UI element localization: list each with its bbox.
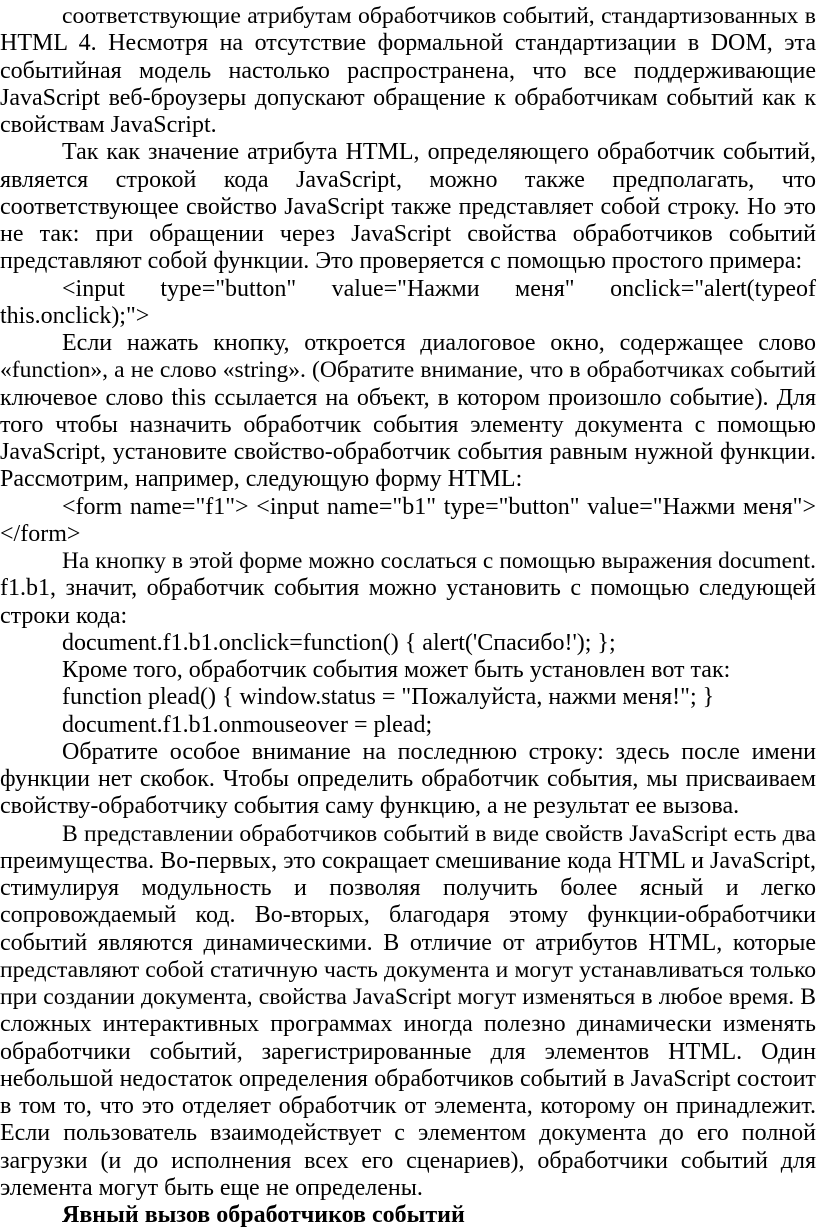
text-line: На кнопку в этой форме можно сослаться с помощью выражения document. — [62, 548, 816, 574]
text-line: стимулируя модульность и позволяя получить более ясный и легко — [0, 875, 816, 901]
section-heading: Явный вызов обработчиков событий — [62, 1202, 465, 1228]
text-line: Если нажать кнопку, откроется диалоговое окно, содержащее слово — [62, 330, 816, 356]
text-line: Кроме того, обработчик события может быть установлен вот так: — [62, 657, 731, 683]
code-line: document.f1.b1.onclick=function() { alert('Спасибо!'); }; — [62, 629, 616, 656]
code-line: function plead() { window.status = "Пожалуйста, нажми меня!"; } — [62, 684, 715, 711]
text-line: f1.b1, значит, обработчик события можно установить с помощью следующей — [0, 575, 816, 602]
text-line: при создании документа, свойства JavaScript могут изменяться в любое время. В — [0, 984, 816, 1010]
text-line: небольшой недостаток определения обработчиков событий в JavaScript состоит — [0, 1065, 816, 1092]
text-line: Так как значение атрибута HTML, определяющего обработчик событий, — [62, 139, 816, 166]
text-line: преимущества. Во-первых, это сокращает смешивание кода HTML и JavaScript, — [0, 847, 816, 874]
text-line: свойству-обработчику события саму функцию, а не результат ее вызова. — [0, 793, 740, 820]
text-line: является строкой кода JavaScript, можно также предполагать, что — [0, 166, 816, 193]
text-line: JavaScript веб-броузеры допускают обращение к обработчикам событий как к — [0, 84, 816, 111]
code-line: this.onclick);"> — [0, 302, 150, 329]
text-line: JavaScript, установите свойство-обработчик события равным нужной функции. — [0, 439, 816, 465]
text-line: свойствам JavaScript. — [0, 112, 217, 138]
text-line: Если пользователь взаимодействует с элементом документа до его полной — [0, 1120, 816, 1147]
text-line: соответствующие атрибутам обработчиков событий, стандартизованных в — [62, 3, 816, 29]
text-line: В представлении обработчиков событий в виде свойств JavaScript есть два — [62, 820, 816, 847]
text-line: событий являются динамическими. В отличие от атрибутов HTML, которые — [0, 929, 816, 956]
text-line: не так: при обращении через JavaScript свойства обработчиков событий — [0, 221, 816, 247]
text-line: того чтобы назначить обработчик события элементу документа с помощью — [0, 411, 816, 438]
text-line: Рассмотрим, например, следующую форму HTML: — [0, 466, 523, 493]
text-line: HTML 4. Несмотря на отсутствие формальной стандартизации в DOM, эта — [0, 30, 816, 57]
text-line: обработчики событий, зарегистрированные для элементов HTML. Один — [0, 1038, 816, 1065]
text-line: сопровождаемый код. Во-вторых, благодаря этому функции-обработчики — [0, 902, 816, 929]
text-line: событийная модель настолько распространена, что все поддерживающие — [0, 57, 816, 84]
text-line: строки кода: — [0, 602, 128, 629]
text-line: сложных интерактивных программах иногда полезно динамически изменять — [0, 1011, 816, 1038]
text-line: функции нет скобок. Чтобы определить обработчик события, мы присваиваем — [0, 766, 816, 792]
code-line: <form name="f1"> <input name="b1" type="button" value="Нажми меня"> — [62, 493, 816, 520]
text-line: представляют собой статичную часть документа и могут устанавливаться только — [0, 956, 816, 983]
text-line: Обратите особое внимание на последнюю строку: здесь после имени — [62, 738, 816, 765]
text-line: элемента могут быть еще не определены. — [0, 1174, 423, 1201]
text-line: ключевое слово this ссылается на объект, в котором произошло событие). Для — [0, 384, 816, 411]
code-line: document.f1.b1.onmouseover = plead; — [62, 711, 433, 738]
text-line: загрузки (и до исполнения всех его сценариев), обработчики событий для — [0, 1147, 816, 1174]
text-line: представляют собой функции. Это проверяется с помощью простого примера: — [0, 248, 803, 275]
code-line: </form> — [0, 520, 81, 547]
text-line: «function», а не слово «string». (Обратите внимание, что в обработчиках событий — [0, 357, 816, 384]
code-line: <input type="button" value="Нажми меня" onclick="alert(typeof — [62, 275, 816, 302]
text-line: в том то, что это отделяет обработчик от элемента, которому он принадлежит. — [0, 1093, 816, 1119]
text-line: соответствующее свойство JavaScript также представляет собой строку. Но это — [0, 193, 816, 220]
